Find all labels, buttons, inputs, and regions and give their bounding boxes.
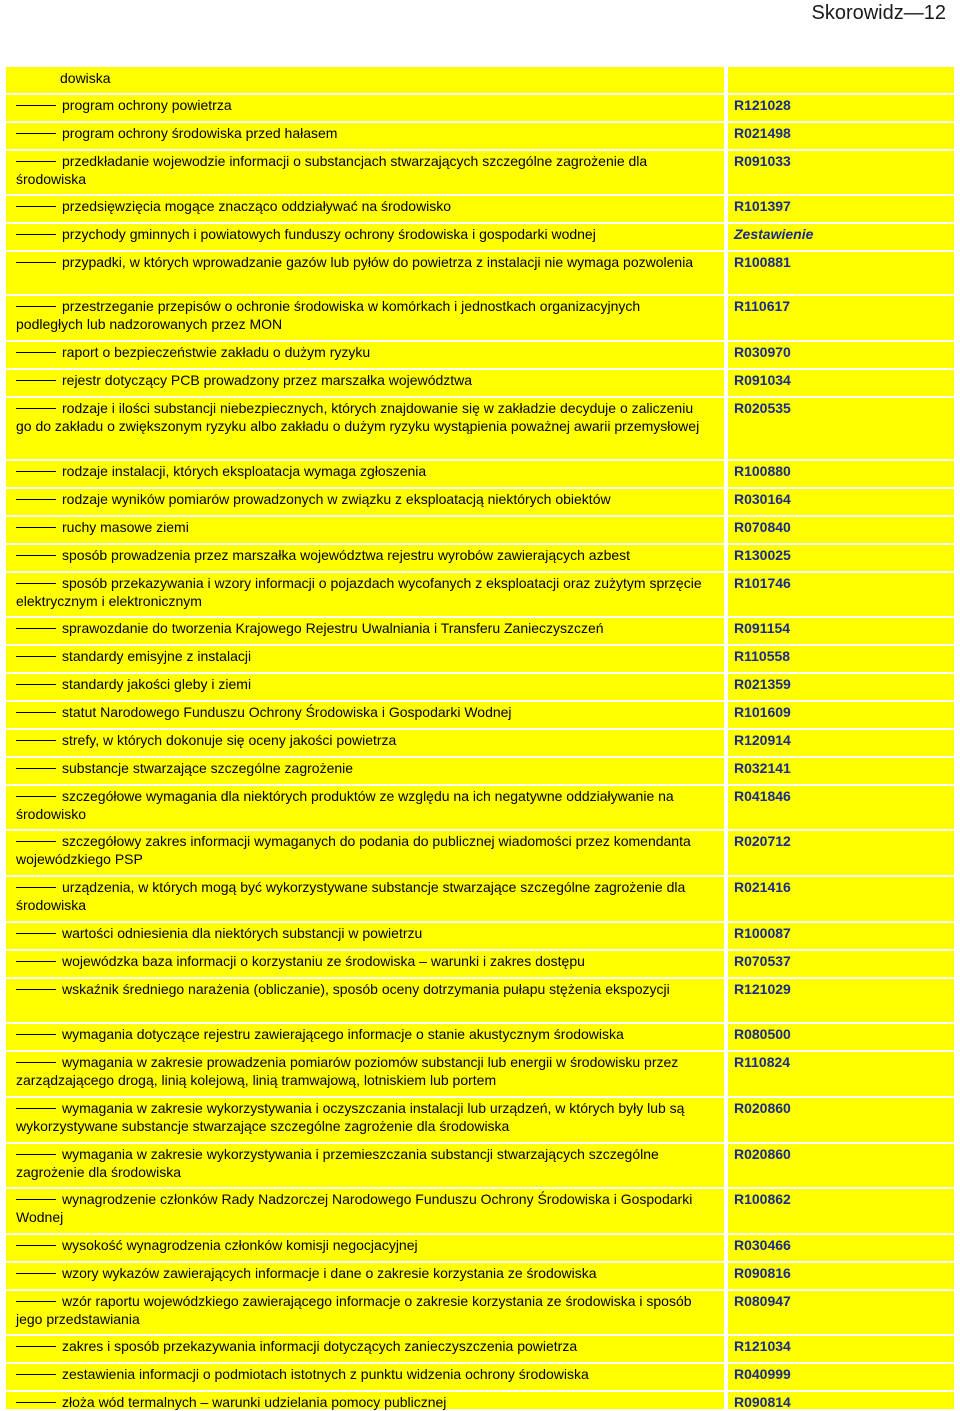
- table-row: [6, 543, 954, 573]
- table-row: [6, 829, 954, 877]
- entry-description: [16, 1236, 706, 1254]
- entry-code[interactable]: R070840: [734, 519, 791, 535]
- column-divider: [724, 831, 728, 877]
- entry-description: [16, 980, 706, 998]
- entry-text: strefy, w których dokonuje się oceny jakości powietrza: [62, 732, 397, 748]
- dash-marker: [16, 352, 56, 353]
- entry-text: ruchy masowe ziemi: [62, 519, 189, 535]
- table-row: [6, 396, 954, 461]
- entry-description: [16, 1393, 706, 1411]
- entry-text: urządzenia, w których mogą być wykorzystywane substancje stwarzające szczególne zagrożenie dla środowiska: [16, 879, 686, 913]
- dash-marker: [16, 206, 56, 207]
- entry-text: rodzaje instalacji, których eksploatacja wymaga zgłoszenia: [62, 463, 427, 479]
- entry-description: [16, 619, 706, 637]
- table-row: [6, 616, 954, 646]
- entry-code[interactable]: Zestawienie: [734, 226, 814, 242]
- table-row: [6, 977, 954, 1024]
- column-divider: [724, 1098, 728, 1144]
- entry-text: rejestr dotyczący PCB prowadzony przez marszałka województwa: [62, 372, 473, 388]
- entry-description: [16, 1292, 706, 1328]
- column-divider: [724, 923, 728, 951]
- entry-text: standardy emisyjne z instalacji: [62, 648, 252, 664]
- dash-marker: [16, 408, 56, 409]
- table-row: [6, 644, 954, 674]
- dash-marker: [16, 1301, 56, 1302]
- entry-code[interactable]: R021498: [734, 125, 791, 141]
- entry-code[interactable]: R021416: [734, 879, 791, 895]
- column-divider: [724, 489, 728, 517]
- entry-text: program ochrony powietrza: [62, 97, 232, 113]
- column-divider: [724, 1052, 728, 1098]
- table-row: [6, 1022, 954, 1052]
- dash-marker: [16, 933, 56, 934]
- entry-description: [16, 462, 706, 480]
- table-row: [6, 1142, 954, 1189]
- entry-description: [16, 759, 706, 777]
- dash-marker: [16, 380, 56, 381]
- entry-code[interactable]: R110617: [734, 298, 791, 314]
- entry-text: zakres i sposób przekazywania informacji dotyczących zanieczyszczenia powietrza: [62, 1338, 578, 1354]
- entry-code[interactable]: R110558: [734, 648, 791, 664]
- entry-description: [16, 96, 706, 114]
- entry-code[interactable]: R121028: [734, 97, 791, 113]
- entry-description: [16, 574, 706, 610]
- entry-code[interactable]: R120914: [734, 732, 791, 748]
- entry-text: wzory wykazów zawierających informacje i dane o zakresie korzystania ze środowiska: [62, 1265, 597, 1281]
- page-header: [0, 0, 960, 40]
- dash-marker: [16, 1374, 56, 1375]
- column-divider: [724, 979, 728, 1024]
- entry-text: wartości odniesienia dla niektórych substancji w powietrzu: [62, 925, 423, 941]
- entry-code[interactable]: R020535: [734, 400, 791, 416]
- dash-marker: [16, 1062, 56, 1063]
- index-table: [6, 67, 954, 1409]
- table-row: [6, 1289, 954, 1336]
- table-row: [6, 1362, 954, 1392]
- dash-marker: [16, 684, 56, 685]
- table-row: [6, 1390, 954, 1411]
- table-row: [6, 1050, 954, 1098]
- entry-text: wysokość wynagrodzenia członków komisji negocjacyjnej: [62, 1237, 418, 1253]
- entry-code[interactable]: R121029: [734, 981, 791, 997]
- column-divider: [724, 196, 728, 224]
- entry-text: wymagania w zakresie wykorzystywania i oczyszczania instalacji lub urządzeń, w których były lub są wykorzystywane substancje stwarzające szczególne zagrożenie dla środowiska: [16, 1100, 685, 1134]
- entry-text: wzór raportu wojewódzkiego zawierającego informacje o zakresie korzystania ze środowiska i sposób jego przedstawiania: [16, 1293, 692, 1327]
- entry-description: [16, 1264, 706, 1282]
- column-divider: [724, 252, 728, 296]
- dash-marker: [16, 105, 56, 106]
- dash-marker: [16, 234, 56, 235]
- entry-text: zestawienia informacji o podmiotach istotnych z punktu widzenia ochrony środowiska: [62, 1366, 589, 1382]
- heading-row: [6, 67, 954, 93]
- table-row: [6, 515, 954, 545]
- column-divider: [724, 786, 728, 831]
- entry-description: [16, 1053, 706, 1089]
- entry-text: sprawozdanie do tworzenia Krajowego Rejestru Uwalniania i Transferu Zanieczyszczeń: [62, 620, 604, 636]
- column-divider: [724, 95, 728, 123]
- column-divider: [724, 646, 728, 674]
- table-row: [6, 194, 954, 224]
- entry-code[interactable]: R032141: [734, 760, 791, 776]
- table-row: [6, 222, 954, 252]
- entry-text: wojewódzka baza informacji o korzystaniu ze środowiska – warunki i zakres dostępu: [62, 953, 585, 969]
- table-row: [6, 728, 954, 758]
- table-row: [6, 921, 954, 951]
- dash-marker: [16, 583, 56, 584]
- entry-code[interactable]: R110824: [734, 1054, 791, 1070]
- column-divider: [724, 1189, 728, 1235]
- entry-description: [16, 518, 706, 536]
- entry-code[interactable]: R101609: [734, 704, 791, 720]
- entry-description: [16, 297, 706, 333]
- entry-text: wynagrodzenie członków Rady Nadzorczej Narodowego Funduszu Ochrony Środowiska i Gospodarki Wodnej: [16, 1191, 693, 1225]
- table-row: [6, 93, 954, 123]
- table-row: [6, 1096, 954, 1144]
- column-divider: [724, 545, 728, 573]
- entry-text: rodzaje wyników pomiarów prowadzonych w związku z eksploatacją niektórych obiektów: [62, 491, 611, 507]
- entry-description: [16, 371, 706, 389]
- dash-marker: [16, 161, 56, 162]
- entry-code[interactable]: R100862: [734, 1191, 791, 1207]
- entry-text: przychody gminnych i powiatowych funduszy ochrony środowiska i gospodarki wodnej: [62, 226, 596, 242]
- entry-code[interactable]: R080500: [734, 1026, 791, 1042]
- column-divider: [724, 123, 728, 151]
- column-divider: [724, 1144, 728, 1189]
- column-divider: [724, 398, 728, 461]
- table-row: [6, 487, 954, 517]
- table-row: [6, 1233, 954, 1263]
- column-divider: [724, 877, 728, 923]
- entry-description: [16, 832, 706, 868]
- column-divider: [724, 618, 728, 646]
- dash-marker: [16, 1108, 56, 1109]
- entry-text: sposób przekazywania i wzory informacji o pojazdach wycofanych z eksploatacji oraz zużytym sprzęcie elektrycznym i elektronicznym: [16, 575, 702, 609]
- dash-marker: [16, 989, 56, 990]
- column-divider: [724, 1291, 728, 1336]
- table-row: [6, 949, 954, 979]
- table-row: [6, 784, 954, 831]
- entry-text: program ochrony środowiska przed hałasem: [62, 125, 338, 141]
- column-divider: [724, 1235, 728, 1263]
- table-row: [6, 875, 954, 923]
- dash-marker: [16, 1402, 56, 1403]
- column-divider: [724, 702, 728, 730]
- entry-text: standardy jakości gleby i ziemi: [62, 676, 252, 692]
- dash-marker: [16, 628, 56, 629]
- dash-marker: [16, 768, 56, 769]
- column-divider: [724, 1336, 728, 1364]
- dash-marker: [16, 555, 56, 556]
- column-divider: [724, 517, 728, 545]
- column-divider: [724, 951, 728, 979]
- dash-marker: [16, 740, 56, 741]
- table-row: [6, 1334, 954, 1364]
- entry-code[interactable]: R130025: [734, 547, 791, 563]
- entry-description: [16, 1337, 706, 1355]
- entry-description: [16, 343, 706, 361]
- entry-text: złoża wód termalnych – warunki udzielania pomocy publicznej: [62, 1394, 447, 1410]
- column-divider: [724, 674, 728, 702]
- entry-text: przestrzeganie przepisów o ochronie środowiska w komórkach i jednostkach organizacyjnych podległych lub nadzorowanych przez MON: [16, 298, 641, 332]
- entry-code[interactable]: R100881: [734, 254, 791, 270]
- entry-description: [16, 1025, 706, 1043]
- entry-description: [16, 647, 706, 665]
- dash-marker: [16, 1245, 56, 1246]
- column-divider: [724, 342, 728, 370]
- entry-code[interactable]: R020712: [734, 833, 791, 849]
- entry-code[interactable]: R091154: [734, 620, 791, 636]
- entry-code[interactable]: R041846: [734, 788, 791, 804]
- dash-marker: [16, 1034, 56, 1035]
- table-row: [6, 340, 954, 370]
- entry-code[interactable]: R080947: [734, 1293, 791, 1309]
- entry-code[interactable]: R090814: [734, 1394, 791, 1410]
- entry-text: substancje stwarzające szczególne zagrożenie: [62, 760, 354, 776]
- table-row: [6, 1187, 954, 1235]
- entry-description: [16, 1190, 706, 1226]
- entry-code[interactable]: R090816: [734, 1265, 791, 1281]
- entry-description: [16, 675, 706, 693]
- entry-description: [16, 399, 706, 435]
- column-divider: [724, 224, 728, 252]
- table-row: [6, 250, 954, 296]
- column-divider: [724, 1263, 728, 1291]
- entry-description: [16, 546, 706, 564]
- dash-marker: [16, 1199, 56, 1200]
- entry-description: [16, 787, 706, 823]
- table-row: [6, 149, 954, 196]
- entry-description: [16, 253, 706, 271]
- column-divider: [724, 573, 728, 618]
- entry-code[interactable]: R091033: [734, 153, 791, 169]
- column-divider: [724, 758, 728, 786]
- entry-text: wskaźnik średniego narażenia (obliczanie), sposób oceny dotrzymania pułapu stężenia ekspozycji: [62, 981, 670, 997]
- dash-marker: [16, 796, 56, 797]
- entry-code[interactable]: R020860: [734, 1100, 791, 1116]
- entry-description: [16, 1365, 706, 1383]
- entry-text: rodzaje i ilości substancji niebezpiecznych, których znajdowanie się w zakładzie decyduje o zaliczeniu go do zakładu o zwiększonym ryzyku albo zakładu o dużym ryzyku wystąpienia poważnej awarii przemysłowej: [16, 400, 700, 434]
- table-row: [6, 294, 954, 342]
- entry-text: raport o bezpieczeństwie zakładu o dużym ryzyku: [62, 344, 371, 360]
- column-divider: [724, 296, 728, 342]
- entry-description: [16, 1145, 706, 1181]
- column-divider: [724, 151, 728, 196]
- column-divider: [724, 370, 728, 398]
- entry-text: wymagania dotyczące rejestru zawierającego informacje o stanie akustycznym środowiska: [62, 1026, 624, 1042]
- entry-code[interactable]: R070537: [734, 953, 791, 969]
- entry-code[interactable]: R100087: [734, 925, 791, 941]
- dash-marker: [16, 887, 56, 888]
- entry-code[interactable]: R121034: [734, 1338, 791, 1354]
- column-divider: [724, 730, 728, 758]
- dash-marker: [16, 1346, 56, 1347]
- entry-text: szczegółowe wymagania dla niektórych produktów ze względu na ich negatywne oddziaływanie na środowisko: [16, 788, 674, 822]
- entry-code[interactable]: R101397: [734, 198, 791, 214]
- table-row: [6, 459, 954, 489]
- entry-text: wymagania w zakresie prowadzenia pomiarów poziomów substancji lub energii w środowisku przez zarządzającego drogą, linią kolejową, linią tramwajową, lotniskiem lub portem: [16, 1054, 679, 1088]
- entry-code[interactable]: R100880: [734, 463, 791, 479]
- entry-description: [16, 124, 706, 142]
- entry-text: przypadki, w których wprowadzanie gazów lub pyłów do powietrza z instalacji nie wymaga pozwolenia: [62, 254, 694, 270]
- column-divider: [724, 1024, 728, 1052]
- entry-description: [16, 1099, 706, 1135]
- entry-code[interactable]: R021359: [734, 676, 791, 692]
- entry-text: przedkładanie wojewodzie informacji o substancjach stwarzających szczególne zagrożenie dla środowiska: [16, 153, 648, 187]
- entry-text: sposób prowadzenia przez marszałka województwa rejestru wyrobów zawierających azbest: [62, 547, 631, 563]
- dash-marker: [16, 841, 56, 842]
- entry-description: [16, 731, 706, 749]
- dash-marker: [16, 656, 56, 657]
- entry-description: [16, 197, 706, 215]
- entry-description: [16, 490, 706, 508]
- table-row: [6, 121, 954, 151]
- table-row: [6, 672, 954, 702]
- entry-description: [16, 952, 706, 970]
- entry-description: [16, 703, 706, 721]
- table-row: [6, 756, 954, 786]
- table-row: [6, 1261, 954, 1291]
- dash-marker: [16, 262, 56, 263]
- entry-code[interactable]: R020860: [734, 1146, 791, 1162]
- entry-text: statut Narodowego Funduszu Ochrony Środowiska i Gospodarki Wodnej: [62, 704, 512, 720]
- entry-code[interactable]: R030970: [734, 344, 791, 360]
- column-divider: [724, 1392, 728, 1411]
- dash-marker: [16, 712, 56, 713]
- column-divider: [724, 461, 728, 489]
- heading-text: dowiska: [60, 70, 111, 86]
- entry-code[interactable]: R030466: [734, 1237, 791, 1253]
- entry-text: szczegółowy zakres informacji wymaganych do podania do publicznej wiadomości przez komendanta wojewódzkiego PSP: [16, 833, 691, 867]
- entry-text: przedsięwzięcia mogące znacząco oddziaływać na środowisko: [62, 198, 452, 214]
- entry-description: [16, 878, 706, 914]
- entry-text: wymagania w zakresie wykorzystywania i przemieszczania substancji stwarzających szczególne zagrożenie dla środowiska: [16, 1146, 659, 1180]
- entry-description: [16, 924, 706, 942]
- dash-marker: [16, 961, 56, 962]
- page-title: Skorowidz—12: [811, 2, 946, 24]
- entry-code[interactable]: R040999: [734, 1366, 791, 1382]
- dash-marker: [16, 527, 56, 528]
- dash-marker: [16, 133, 56, 134]
- entry-description: [16, 225, 706, 243]
- dash-marker: [16, 1154, 56, 1155]
- dash-marker: [16, 1273, 56, 1274]
- column-divider: [724, 1364, 728, 1392]
- entry-code[interactable]: R030164: [734, 491, 791, 507]
- dash-marker: [16, 499, 56, 500]
- entry-description: [16, 152, 706, 188]
- table-row: [6, 571, 954, 618]
- table-row: [6, 700, 954, 730]
- dash-marker: [16, 306, 56, 307]
- entry-code[interactable]: R091034: [734, 372, 791, 388]
- entry-code[interactable]: R101746: [734, 575, 791, 591]
- table-row: [6, 368, 954, 398]
- dash-marker: [16, 471, 56, 472]
